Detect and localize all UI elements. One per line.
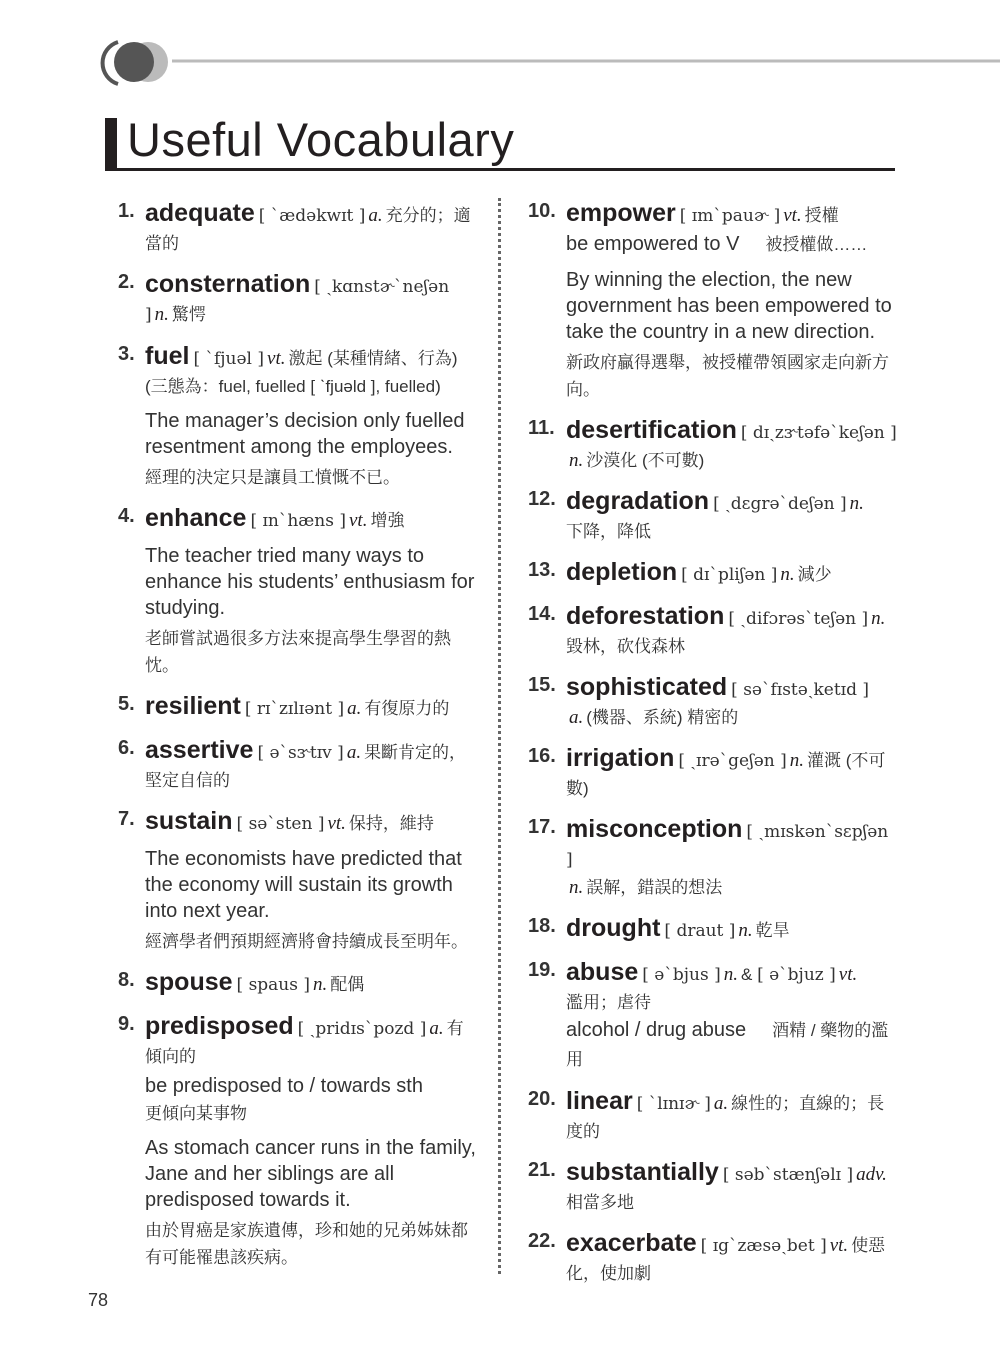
part-of-speech: a. — [347, 698, 362, 719]
page-number: 78 — [88, 1290, 109, 1310]
pronunciation: [ səˋfɪstəˏketɪd ] — [731, 680, 870, 700]
definition: 乾旱 — [755, 921, 790, 940]
vocab-entry — [528, 1226, 898, 1287]
definition: 灌溉 (不可數) — [566, 751, 886, 798]
headword: assertive — [145, 736, 254, 764]
vocab-entry — [528, 670, 898, 731]
vocab-entry — [118, 267, 478, 329]
example-translation: 老師嘗試過很多方法來提高學生學習的熱忱。 — [145, 629, 451, 675]
vocab-entry — [118, 804, 478, 955]
definition: 激起 (某種情緒、行為) (三態為：fuel, fuelled [ ˋfjuəld ], fuelled) — [145, 349, 458, 396]
phrase: be empowered to V — [566, 233, 740, 255]
pronunciation: [ rɪˋzɪlɪənt ] — [244, 699, 345, 719]
vocab-entry — [528, 741, 898, 802]
part-of-speech: vt. — [267, 348, 286, 369]
title-underline — [105, 168, 895, 171]
vocab-entry — [528, 196, 898, 403]
entry-number: 6. — [118, 737, 135, 759]
pronunciation: [ ˏmɪskənˋsɛpʃən ] — [566, 822, 889, 870]
page-title: Useful Vocabulary — [127, 113, 515, 166]
part-of-speech: a. — [429, 1018, 444, 1039]
example-sentence: The economists have predicted that the economy will sustain its growth into next year. — [145, 848, 462, 922]
part-of-speech-verb: vt. — [838, 964, 858, 985]
entry-number: 8. — [118, 969, 135, 991]
entry-number: 2. — [118, 271, 135, 293]
headword: drought — [566, 914, 661, 942]
headword: desertification — [566, 416, 737, 444]
entry-number: 17. — [528, 816, 556, 838]
pronunciation: [ ˏpridɪsˋpozd ] — [297, 1019, 427, 1039]
pronunciation: [ spaus ] — [236, 975, 311, 995]
definition: 使惡化，使加劇 — [566, 1236, 886, 1283]
entry-number: 9. — [118, 1013, 135, 1035]
phrase-line — [566, 230, 898, 259]
headword: fuel — [145, 342, 190, 370]
part-of-speech: n. — [313, 974, 328, 995]
phrase-translation: 酒精 / 藥物的濫用 — [566, 1021, 889, 1069]
headword: depletion — [566, 558, 678, 586]
pronunciation: [ dɪˋpliʃən ] — [681, 565, 778, 585]
pronunciation: [ ɪnˋhæns ] — [250, 511, 346, 531]
vocab-entry — [528, 1084, 898, 1145]
headword: spouse — [145, 968, 233, 996]
phrase: be predisposed to / towards sth — [145, 1075, 423, 1097]
headword: sustain — [145, 807, 233, 835]
column-divider — [498, 198, 501, 1274]
entry-number: 19. — [528, 959, 556, 981]
headword: sophisticated — [566, 673, 728, 701]
entry-number: 1. — [118, 200, 135, 222]
definition: 毀林，砍伐森林 — [566, 637, 685, 656]
part-of-speech: vt. — [783, 205, 802, 226]
pronunciation: [ səbˋstænʃəlɪ ] — [722, 1165, 854, 1185]
left-column — [118, 196, 478, 1281]
part-of-speech: n. — [723, 964, 738, 985]
definition: 濫用；虐待 — [566, 993, 651, 1012]
headword: empower — [566, 199, 676, 227]
entry-number: 14. — [528, 603, 556, 625]
entry-number: 22. — [528, 1230, 556, 1252]
pronunciation: [ ˏdɛgrəˋdeʃən ] — [713, 494, 847, 514]
part-of-speech: adv. — [856, 1164, 887, 1185]
part-of-speech: a. — [713, 1093, 729, 1114]
example-sentence: As stomach cancer runs in the family, Jane and her siblings are all predisposed towards it. — [145, 1137, 476, 1211]
definition: 驚愕 — [171, 305, 206, 324]
vocab-entry — [528, 599, 898, 660]
example-sentence: The teacher tried many ways to enhance his students’ enthusiasm for studying. — [145, 545, 475, 619]
header-decoration — [100, 38, 1000, 88]
headword: exacerbate — [566, 1229, 697, 1257]
vocab-entry — [528, 911, 898, 945]
right-column — [528, 196, 898, 1297]
entry-number: 12. — [528, 488, 556, 510]
pronunciation: [ ˋfjuəl ] — [193, 349, 265, 369]
part-of-speech: n. — [789, 750, 805, 771]
vocab-entry — [118, 733, 478, 794]
headword: predisposed — [145, 1012, 294, 1040]
pronunciation: [ ˏdifɔrəsˋteʃən ] — [728, 609, 869, 629]
pronunciation: [ ˏɪrəˋgeʃən ] — [678, 751, 787, 771]
definition: 果斷肯定的，堅定自信的 — [145, 743, 467, 790]
definition: 線性的；直線的；長度的 — [566, 1094, 885, 1141]
entry-number: 13. — [528, 559, 556, 581]
pronunciation: [ ɪmˋpauɚ ] — [679, 206, 781, 226]
definition: 減少 — [797, 565, 832, 584]
example-sentence: The manager’s decision only fuelled resentment among the employees. — [145, 410, 465, 458]
part-of-speech: n. — [569, 877, 584, 898]
headword: consternation — [145, 270, 311, 298]
part-of-speech: a. — [368, 205, 383, 226]
vocab-entry — [528, 812, 898, 901]
part-of-speech: a. — [569, 707, 584, 728]
definition: 配偶 — [330, 975, 365, 994]
part-of-speech: vt. — [349, 510, 368, 531]
entry-number: 20. — [528, 1088, 556, 1110]
definition: 誤解，錯誤的想法 — [586, 878, 723, 897]
entry-number: 11. — [528, 417, 555, 439]
pronunciation: [ dɪˏzɝtəfəˋkeʃən ] — [740, 423, 897, 443]
part-of-speech: n. — [569, 450, 584, 471]
pronunciation: [ əˋsɝtɪv ] — [257, 743, 344, 763]
entry-number: 7. — [118, 808, 135, 830]
entry-number: 18. — [528, 915, 556, 937]
example-translation: 新政府贏得選舉，被授權帶領國家走向新方向。 — [566, 353, 889, 399]
part-of-speech: n. — [154, 304, 169, 325]
part-of-speech: n. — [738, 920, 753, 941]
pronunciation: [ ˋlɪnɪɚ ] — [636, 1094, 711, 1114]
vocab-entry — [118, 1009, 478, 1271]
definition: 下降，降低 — [566, 522, 651, 541]
pronunciation: [ səˋsten ] — [236, 814, 325, 834]
pronunciation: [ ˏkɑnstɚˋneʃən ] — [145, 277, 450, 325]
phrase-line — [566, 1016, 898, 1074]
title-bar — [105, 118, 117, 168]
pronunciation: [ draut ] — [664, 921, 736, 941]
headword: degradation — [566, 487, 710, 515]
vocab-entry — [118, 501, 478, 679]
entry-number: 3. — [118, 343, 135, 365]
definition: 有傾向的 — [145, 1019, 464, 1066]
definition: 相當多地 — [566, 1193, 634, 1212]
definition: 沙漠化 (不可數) — [586, 451, 705, 470]
part-of-speech: n. — [871, 608, 886, 629]
vocab-entry — [118, 339, 478, 491]
example-translation: 經理的決定只是讓員工憤慨不已。 — [145, 468, 400, 487]
conjunction: & — [740, 965, 753, 984]
pronunciation: [ ɪgˋzæsəˏbet ] — [700, 1236, 827, 1256]
example-translation: 經濟學者們預期經濟將會持續成長至明年。 — [145, 932, 468, 951]
definition: 充分的；適當的 — [145, 206, 471, 253]
headword: substantially — [566, 1158, 719, 1186]
entry-number: 5. — [118, 693, 135, 715]
phrase: alcohol / drug abuse — [566, 1019, 747, 1041]
entry-number: 16. — [528, 745, 556, 767]
vocab-entry — [118, 689, 478, 723]
part-of-speech: a. — [346, 742, 362, 763]
pronunciation: [ ˋædəkwɪt ] — [258, 206, 366, 226]
part-of-speech: vt. — [327, 813, 346, 834]
phrase-translation: 更傾向某事物 — [145, 1104, 247, 1123]
phrase-translation: 被授權做…… — [765, 235, 868, 254]
vocab-entry — [528, 1155, 898, 1216]
vocab-entry — [528, 484, 898, 545]
vocab-entry — [118, 965, 478, 999]
vocab-entry — [118, 196, 478, 257]
entry-number: 10. — [528, 200, 556, 222]
definition: 增強 — [370, 511, 405, 530]
entry-number: 4. — [118, 505, 135, 527]
part-of-speech: n. — [780, 564, 795, 585]
pronunciation-verb: [ əˋbjuz ] — [757, 965, 836, 985]
definition: 有復原力的 — [364, 699, 450, 718]
headword: deforestation — [566, 602, 725, 630]
part-of-speech: n. — [849, 493, 864, 514]
headword: enhance — [145, 504, 247, 532]
definition: (機器、系統) 精密的 — [586, 708, 739, 727]
dark-circle — [114, 42, 154, 82]
headword: linear — [566, 1087, 633, 1115]
vocab-entry — [528, 955, 898, 1074]
example-sentence: By winning the election, the new government has been empowered to take the country in a new direction. — [566, 269, 892, 343]
headword: resilient — [145, 692, 241, 720]
example-translation: 由於胃癌是家族遺傳，珍和她的兄弟姊妹都有可能罹患該疾病。 — [145, 1221, 468, 1267]
definition: 授權 — [804, 206, 839, 225]
entry-number: 15. — [528, 674, 556, 696]
pronunciation: [ əˋbjus ] — [642, 965, 721, 985]
headword: adequate — [145, 199, 255, 227]
headword: irrigation — [566, 744, 675, 772]
vocab-entry — [528, 555, 898, 589]
entry-number: 21. — [528, 1159, 556, 1181]
headword: abuse — [566, 958, 639, 986]
vocab-entry — [528, 413, 898, 474]
headword: misconception — [566, 815, 743, 843]
definition: 保持，維持 — [348, 814, 434, 833]
part-of-speech: vt. — [829, 1235, 849, 1256]
